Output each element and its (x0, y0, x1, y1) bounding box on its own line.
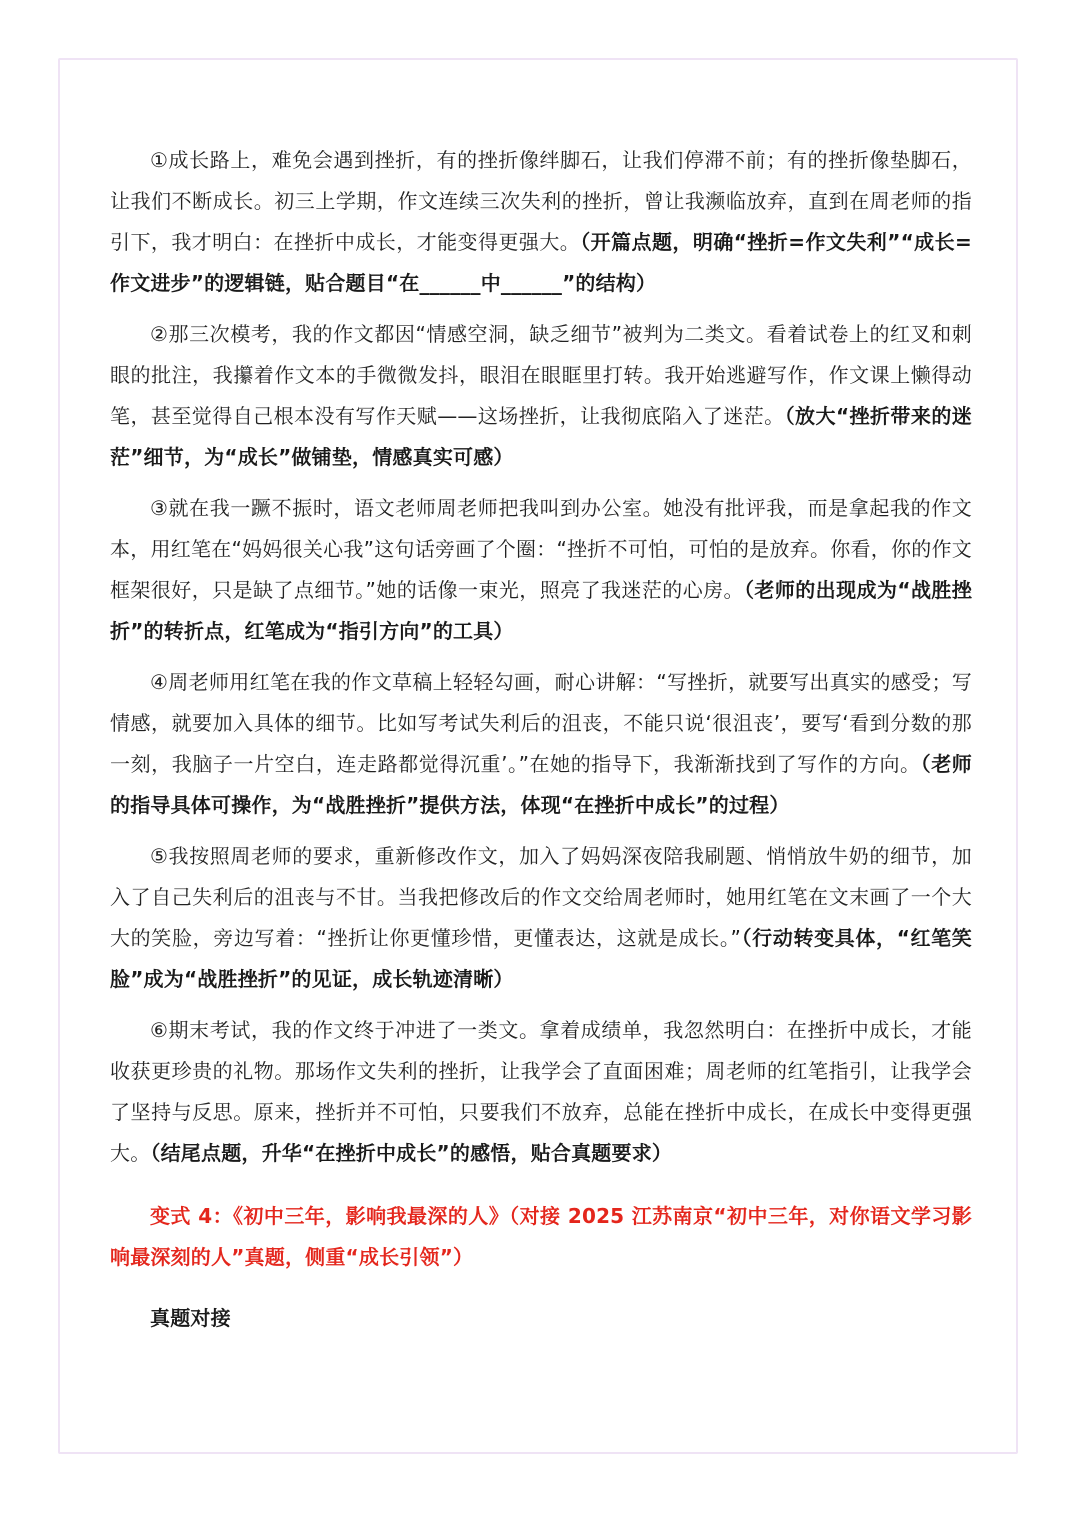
annotation-note: （结尾点题，升华“在挫折中成长”的感悟，贴合真题要求） (150, 1141, 673, 1165)
paragraph-text: ⑤我按照周老师的要求，重新修改作文，加入了妈妈深夜陪我刷题、悄悄放牛奶的细节，加入了自己失利后的沮丧与不甘。当我把修改后的作文交给周老师时，她用红笔在文末画了一个大大的笑脸，旁边写着：“挫折让你更懂珍惜，更懂表达，这就是成长。” (110, 844, 972, 950)
paragraph-5 (110, 836, 972, 1000)
article-body (110, 140, 972, 1339)
variant-heading: 变式 4：《初中三年，影响我最深的人》（对接 2025 江苏南京“初中三年，对你语文学习影响最深刻的人”真题，侧重“成长引领”） (110, 1204, 972, 1269)
paragraph-4 (110, 662, 972, 826)
section-subheading: 真题对接 (150, 1306, 231, 1330)
annotation-note: （行动转变具体，“红笔笑脸”成为“战胜挫折”的见证，成长轨迹清晰） (110, 926, 973, 991)
paragraph-text: ①成长路上，难免会遇到挫折，有的挫折像绊脚石，让我们停滞不前；有的挫折像垫脚石，让我们不断成长。初三上学期，作文连续三次失利的挫折，曾让我濒临放弃，直到在周老师的指引下，我才明白：在挫折中成长，才能变得更强大。 (110, 148, 972, 254)
annotation-note: （老师的指导具体可操作，为“战胜挫折”提供方法，体现“在挫折中成长”的过程） (110, 752, 972, 817)
paragraph-text: ②那三次模考，我的作文都因“情感空洞，缺乏细节”被判为二类文。看着试卷上的红叉和刺眼的批注，我攥着作文本的手微微发抖，眼泪在眼眶里打转。我开始逃避写作，作文课上懒得动笔，甚至觉得自己根本没有写作天赋——这场挫折，让我彻底陷入了迷茫。 (110, 322, 972, 428)
paragraph-text: ③就在我一蹶不振时，语文老师周老师把我叫到办公室。她没有批评我，而是拿起我的作文本，用红笔在“妈妈很关心我”这句话旁画了个圈：“挫折不可怕，可怕的是放弃。你看，你的作文框架很好，只是缺了点细节。”她的话像一束光，照亮了我迷茫的心房。 (110, 496, 972, 602)
annotation-note: （放大“挫折带来的迷茫”细节，为“成长”做铺垫，情感真实可感） (110, 404, 972, 469)
annotation-note: （开篇点题，明确“挫折=作文失利”“成长=作文进步”的逻辑链，贴合题目“在______中______”的结构） (110, 230, 972, 295)
paragraph-text: ⑥期末考试，我的作文终于冲进了一类文。拿着成绩单，我忽然明白：在挫折中成长，才能收获更珍贵的礼物。那场作文失利的挫折，让我学会了直面困难；周老师的红笔指引，让我学会了坚持与反思。原来，挫折并不可怕，只要我们不放弃，总能在挫折中成长，在成长中变得更强大。 (110, 1018, 972, 1165)
annotation-note: （老师的出现成为“战胜挫折”的转折点，红笔成为“指引方向”的工具） (110, 578, 973, 643)
paragraph-6 (110, 1010, 972, 1174)
paragraph-1 (110, 140, 972, 304)
paragraph-3 (110, 488, 972, 652)
paragraph-2 (110, 314, 972, 478)
paragraph-text: ④周老师用红笔在我的作文草稿上轻轻勾画，耐心讲解：“写挫折，就要写出真实的感受；写情感，就要加入具体的细节。比如写考试失利后的沮丧，不能只说‘很沮丧’，要写‘看到分数的那一刻，我脑子一片空白，连走路都觉得沉重’。”在她的指导下，我渐渐找到了写作的方向。 (110, 670, 972, 776)
